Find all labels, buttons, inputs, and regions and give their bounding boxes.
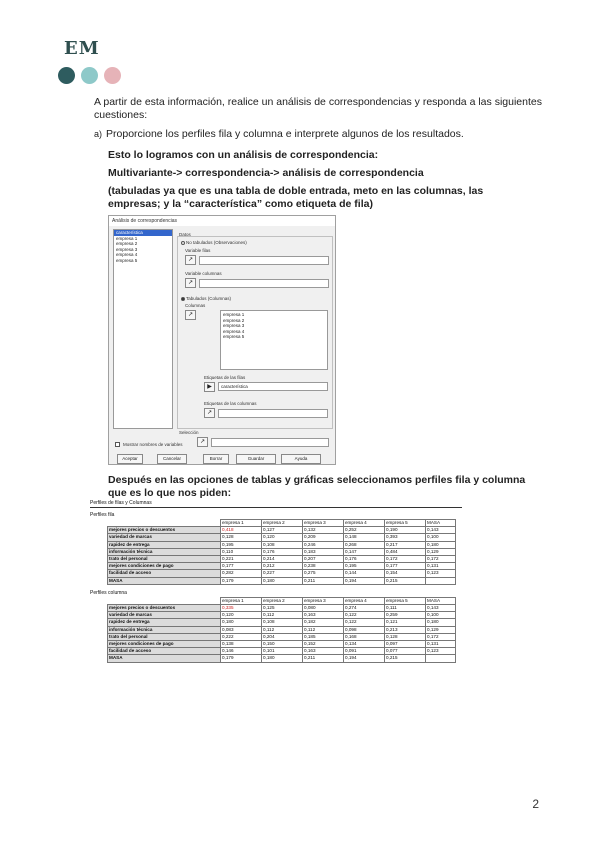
table-cell: 0,194: [344, 655, 385, 662]
table-cell: 0,176: [262, 548, 303, 555]
move-etiquetas-button[interactable]: ▶: [204, 382, 215, 392]
variables-list[interactable]: [113, 229, 173, 429]
answer-line-3: (tabuladas ya que es una tabla de doble entrada, meto en las columnas, las empresas; y la “característica” como etiqueta de fila): [108, 185, 484, 210]
table-cell: 0,112: [262, 612, 303, 619]
table-row: [108, 619, 456, 626]
var-cols-field[interactable]: [199, 279, 329, 288]
row-label: variedad de marcas: [108, 534, 221, 541]
table-row: [108, 633, 456, 640]
columnas-item[interactable]: empresa 3: [223, 323, 245, 328]
show-names-checkbox[interactable]: [115, 442, 120, 447]
variable-item[interactable]: empresa 5: [116, 257, 138, 263]
move-cols-button[interactable]: ↗: [185, 278, 196, 288]
table-cell: 0,150: [262, 641, 303, 648]
table-row: [108, 534, 456, 541]
variable-item[interactable]: característica: [114, 230, 172, 236]
table-cell: 0,221: [221, 556, 262, 563]
table-cell: 0,152: [303, 641, 344, 648]
table-cell: 0,484: [385, 548, 426, 555]
table-cell: 0,080: [303, 605, 344, 612]
table-cell: 0,180: [221, 619, 262, 626]
variable-item[interactable]: empresa 3: [116, 246, 138, 252]
guardar-button[interactable]: Guardar: [236, 454, 276, 464]
column-header: empresa 4: [344, 597, 385, 604]
columnas-list[interactable]: [220, 310, 328, 370]
table-cell: 0,111: [385, 605, 426, 612]
table-cell: 0,120: [262, 534, 303, 541]
table-cell: 0,097: [385, 641, 426, 648]
table-cell: 0,418: [221, 527, 262, 534]
column-header: empresa 5: [385, 520, 426, 527]
var-filas-label: Variable filas: [185, 248, 211, 253]
intro-paragraph: A partir de esta información, realice un análisis de correspondencias y responda a las siguientes cuestiones:: [94, 96, 542, 121]
table-row: [108, 527, 456, 534]
table-cell: 0,108: [262, 541, 303, 548]
table-cell: 0,110: [221, 548, 262, 555]
table-cell: [426, 577, 456, 584]
row-label: información técnica: [108, 548, 221, 555]
after-dialog-text: Después en las opciones de tablas y gráficas seleccionamos perfiles fila y columna que es lo que nos piden:: [108, 474, 526, 499]
table-cell: 0,128: [385, 633, 426, 640]
columnas-item[interactable]: empresa 1: [223, 312, 245, 317]
col-profiles-table: [107, 597, 456, 663]
column-header: empresa 5: [385, 597, 426, 604]
row-label: mejores condiciones de pago: [108, 641, 221, 648]
page-number: 2: [532, 797, 539, 811]
columnas-item[interactable]: empresa 4: [223, 328, 245, 334]
table-cell: 0,282: [221, 570, 262, 577]
table-row: [108, 548, 456, 555]
row-label: información técnica: [108, 626, 221, 633]
table-corner-cell: [108, 597, 221, 604]
column-header: MASA: [426, 597, 456, 604]
table-cell: 0,180: [426, 619, 456, 626]
table-cell: 0,204: [262, 633, 303, 640]
table-row: [108, 556, 456, 563]
table-cell: 0,222: [221, 633, 262, 640]
table-cell: 0,163: [303, 612, 344, 619]
table-cell: 0,172: [385, 556, 426, 563]
dialog-title: Análisis de correspondencias: [109, 216, 335, 226]
table-cell: 0,112: [262, 626, 303, 633]
column-header: empresa 2: [262, 597, 303, 604]
table-cell: 0,179: [221, 577, 262, 584]
profiles-output: [90, 500, 462, 663]
column-header: empresa 1: [221, 597, 262, 604]
table-cell: 0,335: [221, 605, 262, 612]
row-label: mejores condiciones de pago: [108, 563, 221, 570]
row-label: mejores precios o descuentos: [108, 527, 221, 534]
row-label: rapidez de entrega: [108, 541, 221, 548]
table-cell: 0,091: [344, 648, 385, 655]
var-cols-label: Variable columnas: [185, 271, 222, 276]
table-cell: 0,077: [385, 648, 426, 655]
variable-item[interactable]: empresa 2: [116, 241, 138, 246]
radio-no-tab-label: No tabulados (Observaciones): [186, 240, 247, 245]
table-cell: 0,131: [426, 641, 456, 648]
column-header: empresa 3: [303, 520, 344, 527]
table-cell: 0,185: [303, 633, 344, 640]
table-row: [108, 648, 456, 655]
table-cell: 0,172: [426, 633, 456, 640]
table-cell: [426, 655, 456, 662]
table-cell: 0,211: [303, 577, 344, 584]
table-cell: 0,120: [221, 612, 262, 619]
table-cell: 0,134: [344, 641, 385, 648]
table-cell: 0,182: [303, 619, 344, 626]
row-profiles-title: Perfiles fila: [90, 512, 115, 518]
table-cell: 0,393: [385, 534, 426, 541]
etiquetas-filas-field[interactable]: característica: [218, 382, 328, 391]
table-cell: 0,154: [385, 570, 426, 577]
etiquetas-cols-label: Etiquetas de las columnas: [204, 401, 257, 406]
borrar-button[interactable]: Borrar: [203, 454, 229, 464]
table-cell: 0,143: [426, 527, 456, 534]
table-cell: 0,214: [262, 556, 303, 563]
table-cell: 0,180: [262, 577, 303, 584]
table-cell: 0,122: [344, 619, 385, 626]
table-cell: 0,177: [221, 563, 262, 570]
correspondence-dialog: [108, 215, 336, 465]
row-label: mejores precios o descuentos: [108, 605, 221, 612]
table-cell: 0,209: [303, 534, 344, 541]
table-cell: 0,180: [262, 655, 303, 662]
table-cell: 0,275: [303, 570, 344, 577]
table-corner-cell: [108, 520, 221, 527]
table-cell: 0,177: [385, 563, 426, 570]
row-label: MASA: [108, 577, 221, 584]
etiquetas-filas-label: Etiquetas de las filas: [204, 375, 246, 380]
table-header-row: [108, 597, 456, 604]
col-profiles-title: Perfiles columna: [90, 589, 127, 596]
table-cell: 0,180: [426, 541, 456, 548]
table-cell: 0,183: [303, 548, 344, 555]
table-cell: 0,127: [262, 527, 303, 534]
table-row: [108, 563, 456, 570]
column-header: empresa 3: [303, 597, 344, 604]
table-cell: 0,207: [303, 556, 344, 563]
item-a: [94, 128, 534, 141]
table-row: [108, 577, 456, 584]
table-cell: 0,148: [344, 534, 385, 541]
answer-line-1: Esto lo logramos con un análisis de correspondencia:: [108, 149, 379, 161]
table-row: [108, 655, 456, 662]
seleccion-field[interactable]: [211, 438, 329, 447]
logo-text: EM: [64, 38, 100, 59]
table-cell: 0,268: [344, 541, 385, 548]
table-header-row: [108, 520, 456, 527]
profiles-header: Perfiles de filas y Columnas: [90, 500, 462, 508]
table-cell: 0,252: [344, 527, 385, 534]
table-cell: 0,131: [426, 563, 456, 570]
table-cell: 0,129: [426, 548, 456, 555]
row-label: rapidez de entrega: [108, 619, 221, 626]
table-cell: 0,163: [303, 648, 344, 655]
logo: [58, 38, 121, 84]
table-cell: 0,101: [262, 648, 303, 655]
table-cell: 0,195: [221, 541, 262, 548]
move-etiquetas-cols-button[interactable]: ↗: [204, 408, 215, 418]
row-profiles-table: [107, 519, 456, 585]
move-seleccion-button[interactable]: ↗: [197, 437, 208, 447]
table-cell: 0,211: [303, 655, 344, 662]
row-label: trato del personal: [108, 633, 221, 640]
table-row: [108, 626, 456, 633]
table-cell: 0,215: [385, 655, 426, 662]
row-label: trato del personal: [108, 556, 221, 563]
variable-item[interactable]: empresa 1: [116, 235, 138, 241]
table-cell: 0,108: [262, 619, 303, 626]
aceptar-button[interactable]: Aceptar: [117, 454, 143, 464]
logo-dot: [81, 67, 98, 84]
table-row: [108, 605, 456, 612]
move-columnas-button[interactable]: ↗: [185, 310, 196, 320]
columnas-item[interactable]: empresa 5: [223, 334, 245, 339]
logo-dots: [58, 67, 121, 84]
radio-no-tabulados[interactable]: [181, 240, 247, 245]
column-header: empresa 2: [262, 520, 303, 527]
radio-icon: [181, 241, 185, 245]
table-cell: 0,144: [344, 570, 385, 577]
column-header: empresa 4: [344, 520, 385, 527]
table-cell: 0,194: [344, 577, 385, 584]
seleccion-label: Selección: [179, 430, 199, 435]
table-cell: 0,123: [426, 648, 456, 655]
table-cell: 0,274: [344, 605, 385, 612]
table-cell: 0,143: [426, 605, 456, 612]
columnas-label: Columnas: [185, 303, 206, 308]
table-cell: 0,168: [344, 633, 385, 640]
table-cell: 0,128: [221, 534, 262, 541]
table-cell: 0,172: [426, 556, 456, 563]
table-cell: 0,122: [344, 612, 385, 619]
table-cell: 0,129: [426, 626, 456, 633]
table-row: [108, 570, 456, 577]
table-cell: 0,112: [303, 626, 344, 633]
table-cell: 0,238: [303, 563, 344, 570]
table-cell: 0,147: [344, 548, 385, 555]
radio-tab-label: Tabulados (Columnas): [186, 296, 232, 301]
item-a-marker: a): [94, 129, 103, 139]
table-cell: 0,195: [344, 563, 385, 570]
show-names-label: Mostrar nombres de variables: [123, 442, 183, 447]
radio-icon: [181, 297, 185, 301]
table-cell: 0,212: [262, 563, 303, 570]
table-cell: 0,100: [426, 534, 456, 541]
table-cell: 0,179: [221, 655, 262, 662]
table-cell: 0,132: [303, 527, 344, 534]
table-cell: 0,215: [385, 577, 426, 584]
table-cell: 0,138: [221, 641, 262, 648]
radio-tabulados[interactable]: [181, 296, 231, 301]
datos-label: Datos: [179, 232, 191, 237]
row-label: facilidad de acceso: [108, 570, 221, 577]
table-cell: 0,217: [385, 541, 426, 548]
table-cell: 0,213: [385, 626, 426, 633]
table-cell: 0,123: [426, 570, 456, 577]
variable-item[interactable]: empresa 4: [116, 252, 138, 257]
ayuda-button[interactable]: Ayuda: [281, 454, 321, 464]
table-cell: 0,121: [385, 619, 426, 626]
column-header: MASA: [426, 520, 456, 527]
column-header: empresa 1: [221, 520, 262, 527]
row-label: facilidad de acceso: [108, 648, 221, 655]
row-label: variedad de marcas: [108, 612, 221, 619]
logo-dot: [58, 67, 75, 84]
answer-line-2: Multivariante-> correspondencia-> análisis de correspondencia: [108, 167, 424, 179]
table-cell: 0,227: [262, 570, 303, 577]
table-row: [108, 541, 456, 548]
row-label: MASA: [108, 655, 221, 662]
table-cell: 0,125: [262, 605, 303, 612]
table-row: [108, 641, 456, 648]
columnas-item[interactable]: empresa 2: [223, 317, 245, 323]
cancelar-button[interactable]: Cancelar: [157, 454, 187, 464]
table-cell: 0,190: [385, 527, 426, 534]
table-cell: 0,146: [221, 648, 262, 655]
table-cell: 0,100: [426, 612, 456, 619]
logo-dot: [104, 67, 121, 84]
item-a-text: Proporcione los perfiles fila y columna e interprete algunos de los resultados.: [106, 128, 464, 140]
table-cell: 0,098: [344, 626, 385, 633]
table-cell: 0,246: [303, 541, 344, 548]
table-cell: 0,083: [221, 626, 262, 633]
etiquetas-cols-field[interactable]: [218, 409, 328, 418]
table-cell: 0,259: [385, 612, 426, 619]
table-row: [108, 612, 456, 619]
table-cell: 0,176: [344, 556, 385, 563]
move-filas-button[interactable]: ↗: [185, 255, 196, 265]
var-filas-field[interactable]: [199, 256, 329, 265]
